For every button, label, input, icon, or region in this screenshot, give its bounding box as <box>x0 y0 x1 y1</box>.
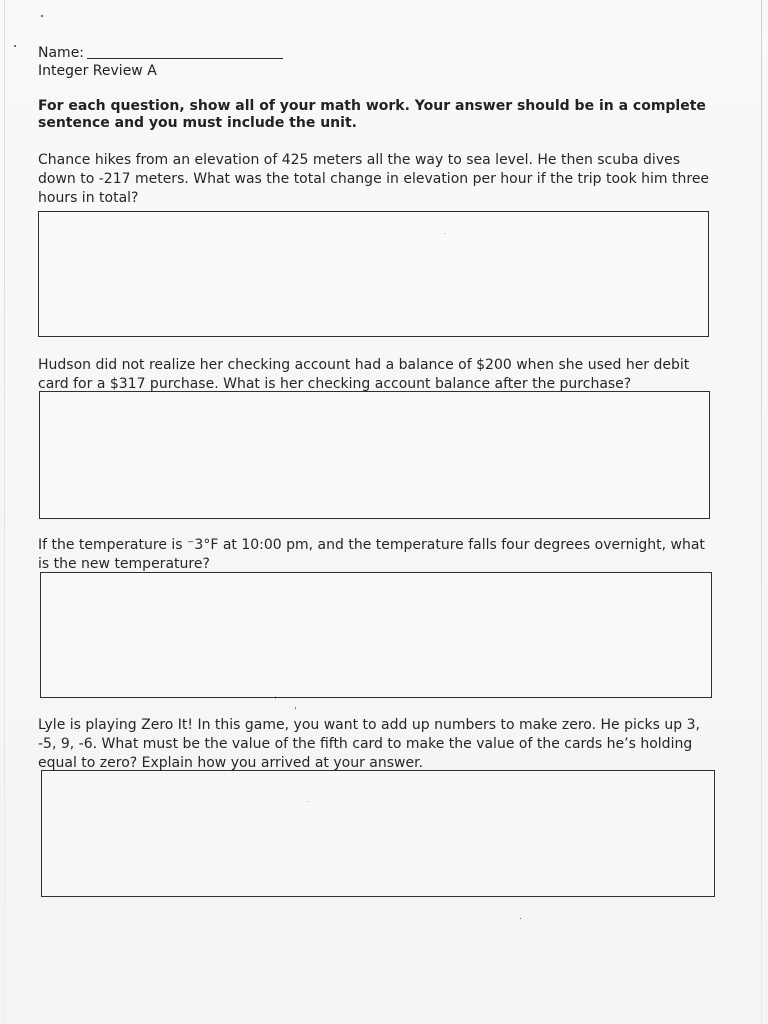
stray-dot <box>41 15 43 17</box>
answer-box-4[interactable] <box>41 770 715 897</box>
question-1: Chance hikes from an elevation of 425 meters all the way to sea level. He then scuba dives down to -217 meters. What was the total change in elevation per hour if the trip took him three hours in total? <box>38 152 710 206</box>
stray-mark: ˌ <box>294 700 297 711</box>
answer-box-3[interactable] <box>40 572 712 698</box>
instructions: For each question, show all of your math work. Your answer should be in a complete sentence and you must include the unit. <box>38 98 706 131</box>
question-4: Lyle is playing Zero It! In this game, you want to add up numbers to make zero. He picks up 3, -5, 9, -6. What must be the value of the fifth card to make the value of the cards he’s holding equal to zero? Explain how you arrived at your answer. <box>38 717 700 771</box>
question-2: Hudson did not realize her checking account had a balance of $200 when she used her debit card for a $317 purchase. What is her checking account balance after the purchase? <box>38 357 690 392</box>
page-left-edge <box>4 0 5 1024</box>
name-row <box>38 44 283 62</box>
name-underline <box>87 58 283 59</box>
answer-box-1[interactable] <box>38 211 709 337</box>
name-label: Name: <box>38 45 85 61</box>
page-right-edge <box>761 0 762 1024</box>
stray-dot <box>14 45 16 47</box>
question-3: If the temperature is ⁻3°F at 10:00 pm, and the temperature falls four degrees overnight, what is the new temperature? <box>38 537 705 572</box>
stray-dot <box>520 918 521 919</box>
answer-box-2[interactable] <box>39 391 710 519</box>
stray-mark: ˈ <box>274 696 277 707</box>
worksheet-title: Integer Review A <box>38 63 157 79</box>
